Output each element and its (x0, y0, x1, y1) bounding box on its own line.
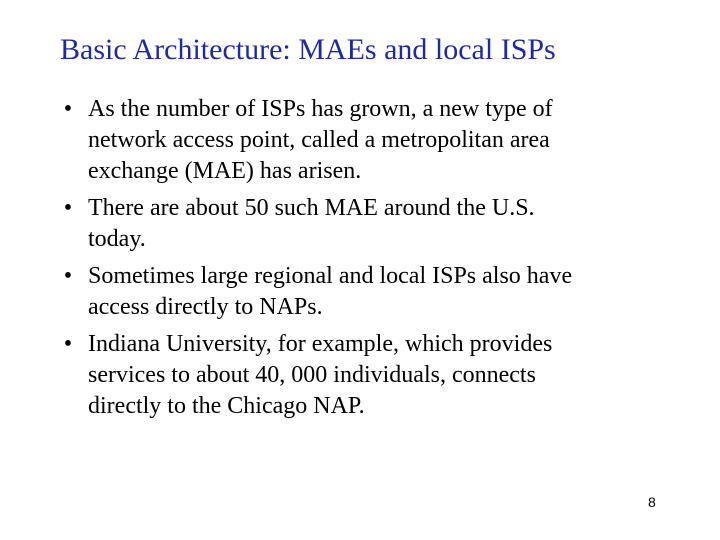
bullet-item (58, 94, 678, 187)
bullet-icon: • (63, 96, 73, 122)
bullet-line: exchange (MAE) has arisen. (88, 158, 362, 184)
bullet-line: access directly to NAPs. (88, 294, 323, 320)
bullet-item (58, 329, 678, 422)
bullet-line: There are about 50 such MAE around the U.S. (88, 195, 535, 221)
bullet-item (58, 261, 678, 323)
slide-title: Basic Architecture: MAEs and local ISPs (60, 33, 556, 66)
bullet-line: As the number of ISPs has grown, a new type of (88, 96, 553, 122)
bullet-line: Sometimes large regional and local ISPs also have (88, 263, 573, 289)
bullet-line: Indiana University, for example, which provides (88, 331, 553, 357)
bullet-line: today. (88, 226, 146, 252)
bullet-line: services to about 40, 000 individuals, connects (88, 362, 536, 388)
page-number: 8 (648, 494, 656, 510)
bullet-icon: • (63, 331, 73, 357)
bullet-icon: • (63, 263, 73, 289)
bullet-item (58, 193, 678, 255)
bullet-line: network access point, called a metropolitan area (88, 127, 550, 153)
bullet-icon: • (63, 195, 73, 221)
bullet-list (58, 94, 678, 428)
bullet-line: directly to the Chicago NAP. (88, 393, 365, 419)
